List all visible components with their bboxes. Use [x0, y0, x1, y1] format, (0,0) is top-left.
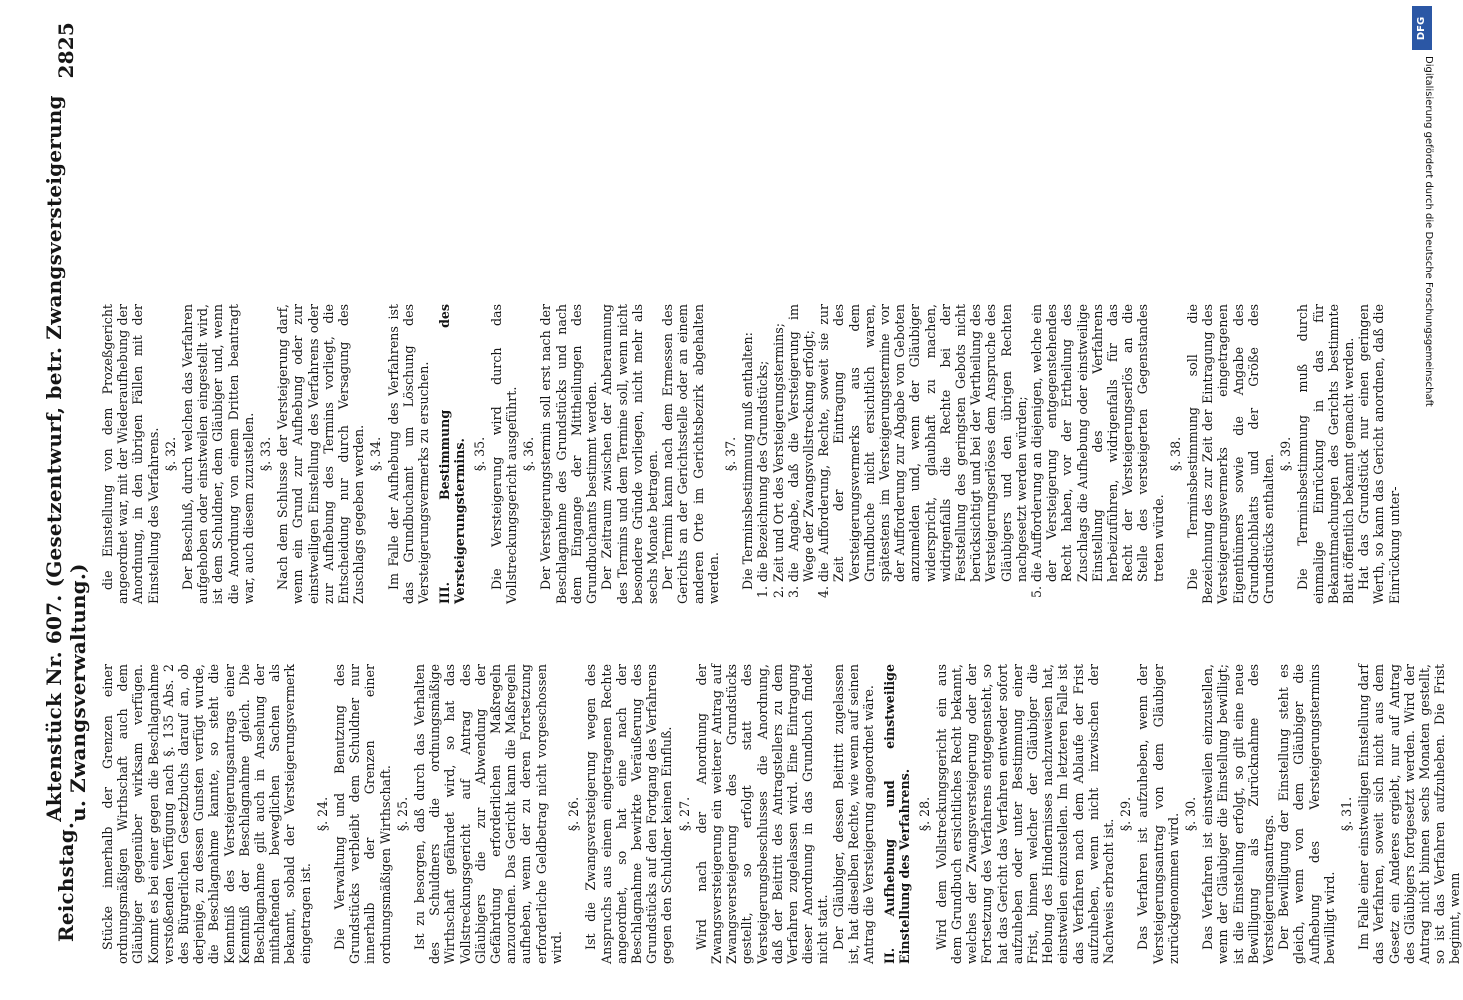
paragraph: Ist die Zwangsversteigerung wegen des Anspruchs aus einem eingetragenen Rechte angeordnet, so hat eine nach der Beschlagnahme bewirkte Veräußerung des Grundstücks auf den Fortgang des Verfahrens gegen den Schuldner keinen Einfluß.	[583, 664, 675, 964]
list-item: 2. Zeit und Ort des Versteigerungstermins;	[771, 304, 786, 582]
paragraph: Der Versteigerungstermin soll erst nach der Beschlagnahme des Grundstücks und nach dem Eingange der Mittheilungen des Grundbuchamts bestimmt werden.	[538, 304, 600, 604]
digitization-credit: Digitalisierung gefördert durch die Deutsche Forschungsgemeinschaft	[1423, 56, 1434, 407]
section-heading: §. 31.	[1339, 796, 1355, 832]
paragraph: Der Gläubiger, dessen Beitritt zugelassen ist, hat dieselben Rechte, wie wenn auf seinen Antrag die Versteigerung angeordnet wäre.	[830, 664, 876, 964]
text-column-left	[100, 664, 1463, 964]
header-title: Aktenstück Nr. 607. (Gesetzentwurf, betr. Zwangsversteigerung u. Zwangsverwaltung.)	[42, 95, 90, 822]
paragraph: Im Falle einer einstweiligen Einstellung darf das Verfahren, soweit sich nicht aus dem Gesetz ein Anderes ergiebt, nur auf Antrag des Gläubigers fortgesetzt werden. Wird der Antrag nicht binnen sechs Monaten gestellt, so ist das Verfahren aufzuheben. Die Frist beginnt, wenn	[1356, 664, 1463, 964]
section-heading: §. 35.	[471, 436, 487, 472]
paragraph: Hat das Grundstück nur einen geringen Werth, so kann das Gericht anordnen, daß die Einrückung unter-	[1356, 304, 1402, 604]
paragraph: Die Terminsbestimmung muß enthalten:	[740, 332, 756, 590]
section-heading: §. 28.	[916, 796, 932, 832]
section-heading: §. 38.	[1167, 436, 1183, 472]
section-heading: §. 25.	[394, 796, 410, 832]
section-heading: §. 32.	[162, 436, 178, 472]
page-header	[40, 22, 92, 942]
paragraph: Ist zu besorgen, daß durch das Verhalten des Schuldners die ordnungsmäßige Wirthschaft gefährdet wird, so hat das Vollstreckungsgericht auf Antrag des Gläubigers die zur Abwendung der Gefährdung erforderlichen Maßregeln anzuordnen. Das Gericht kann die Maßregeln aufheben, wenn der zu deren Fortsetzung erforderliche Geldbetrag nicht vorgeschossen wird.	[412, 664, 564, 964]
paragraph: Der Zeitraum zwischen der Anberaumung des Termins und dem Termine soll, wenn nicht besondere Gründe vorliegen, nicht mehr als sechs Monate betragen.	[599, 304, 660, 604]
list-item: 5. die Aufforderung an diejenigen, welche ein der Versteigerung entgegenstehendes Recht haben, vor der Ertheilung des Zuschlags die Aufhebung oder einstweilige Einstellung des Verfahrens herbeizuführen, widrigenfalls für das Recht der Versteigerungserlös an die Stelle des versteigerten Gegenstandes treten würde.	[1029, 304, 1166, 582]
chapter-heading: II. Aufhebung und einstweilige Einstellung des Verfahrens.	[882, 664, 913, 964]
section-heading: §. 29.	[1118, 796, 1134, 832]
chapter-heading: III. Bestimmung des Versteigerungstermins.	[437, 304, 468, 604]
section-heading: §. 30.	[1183, 796, 1199, 832]
section-heading: §. 26.	[566, 796, 582, 832]
section-heading: §. 36.	[521, 436, 537, 472]
paragraph: die Einstellung von dem Prozeßgericht angeordnet war, mit der Wiederaufhebung der Anordnung, in den übrigen Fällen mit der Einstellung des Verfahrens.	[100, 304, 161, 604]
list-item: 1. die Bezeichnung des Grundstücks;	[755, 304, 770, 582]
section-heading: §. 33.	[258, 436, 274, 472]
paragraph: Die Verwaltung und Benutzung des Grundstücks verbleibt dem Schuldner nur innerhalb der Grenzen einer ordnungsmäßigen Wirthschaft.	[332, 664, 393, 964]
paragraph: Der Termin kann nach dem Ermessen des Gerichts an der Gerichtsstelle oder an einem anderen Orte im Gerichtsbezirk abgehalten werden.	[660, 304, 721, 604]
dfg-logo: DFG	[1412, 6, 1432, 50]
section-heading: §. 27.	[676, 796, 692, 832]
list-item: 4. die Aufforderung, Rechte, soweit sie zur Zeit der Eintragung des Versteigerungsvermerks aus dem Grundbuche nicht ersichtlich waren, spätestens im Versteigerungstermine vor der Aufforderung zur Abgabe von Geboten anzumelden und, wenn der Gläubiger widerspricht, glaubhaft zu machen, widrigenfalls die Rechte bei der Feststellung des geringsten Gebots nicht berücksichtigt und bei der Vertheilung des Versteigerungserlöses dem Anspruche des Gläubigers und den übrigen Rechten nachgesetzt werden würden;	[816, 304, 1029, 582]
header-left: Reichstag.	[54, 821, 78, 942]
paragraph: Wird dem Vollstreckungsgericht ein aus dem Grundbuch ersichtliches Recht bekannt, welches der Zwangsversteigerung oder der Fortsetzung des Verfahrens entgegensteht, so hat das Gericht das Verfahren entweder sofort aufzuheben oder unter Bestimmung einer Frist, binnen welcher der Gläubiger die Hebung des Hindernisses nachzuweisen hat, einstweilen einzustellen. Im letzteren Falle ist das Verfahren nach dem Ablaufe der Frist aufzuheben, wenn nicht inzwischen der Nachweis erbracht ist.	[933, 664, 1116, 964]
paragraph: Im Falle der Aufhebung des Verfahrens ist das Grundbuchamt um Löschung des Versteigerungsvermerks zu ersuchen.	[385, 304, 432, 604]
paragraph: Das Verfahren ist einstweilen einzustellen, wenn der Gläubiger die Einstellung bewilligt; ist die Einstellung erfolgt, so gilt eine neue Bewilligung als Zurücknahme des Versteigerungsantrags.	[1200, 664, 1277, 964]
paragraph: Nach dem Schlusse der Versteigerung darf, wenn ein Grund zur Aufhebung oder zur einstweiligen Einstellung des Verfahrens oder zur Aufhebung des Termins vorliegt, die Entscheidung nur durch Versagung des Zuschlags gegeben werden.	[275, 304, 367, 604]
paragraph: Wird nach der Anordnung der Zwangsversteigerung ein weiterer Antrag auf Zwangsversteigerung des Grundstücks gestellt, so erfolgt statt des Versteigerungsbeschlusses die Anordnung, daß der Beitritt des Antragstellers zu dem Verfahren zugelassen wird. Eine Eintragung dieser Anordnung in das Grundbuch findet nicht statt.	[693, 664, 831, 964]
section-heading: §. 39.	[1278, 436, 1294, 472]
text-column-right	[100, 304, 1402, 604]
paragraph: Stücke innerhalb der Grenzen einer ordnungsmäßigen Wirthschaft auch dem Gläubiger gegenüber wirksam verfügen. Kommt es bei einer gegen die Beschlagnahme verstoßenden Verfügung nach §. 135 Abs. 2 des Bürgerlichen Gesetzbuchs darauf an, ob derjenige, zu dessen Gunsten verfügt wurde, die Beschlagnahme kannte, so steht die Kenntniß des Versteigerungsantrags einer Kenntniß der Beschlagnahme gleich. Die Beschlagnahme gilt auch in Ansehung der mithaftenden beweglichen Sachen als bekannt, sobald der Versteigerungsvermerk eingetragen ist.	[100, 664, 313, 964]
paragraph: Die Terminsbestimmung soll die Bezeichnung des zur Zeit der Eintragung des Versteigerungsvermerks eingetragenen Eigenthümers sowie die Angabe des Grundbuchblatts und der Größe des Grundstücks enthalten.	[1185, 304, 1277, 604]
page-number: 2825	[54, 22, 78, 79]
paragraph: Die Versteigerung wird durch das Vollstreckungsgericht ausgeführt.	[488, 304, 520, 604]
paragraph: Der Bewilligung der Einstellung steht es gleich, wenn von dem Gläubiger die Aufhebung des Versteigerungstermins bewilligt wird.	[1276, 664, 1337, 964]
paragraph: Das Verfahren ist aufzuheben, wenn der Versteigerungsantrag von dem Gläubiger zurückgenommen wird.	[1135, 664, 1181, 964]
section-heading: §. 34.	[368, 436, 384, 472]
section-heading: §. 37.	[722, 436, 738, 472]
paragraph: Die Terminsbestimmung muß durch einmalige Einrückung in das für Bekanntmachungen des Gerichts bestimmte Blatt öffentlich bekannt gemacht werden.	[1295, 304, 1357, 604]
numbered-list	[755, 304, 1165, 604]
list-item: 3. die Angabe, daß die Versteigerung im Wege der Zwangsvollstreckung erfolgt;	[786, 304, 816, 582]
section-heading: §. 24.	[314, 796, 330, 832]
paragraph: Der Beschluß, durch welchen das Verfahren aufgehoben oder einstweilen eingestellt wird, ist dem Schuldner, dem Gläubiger und, wenn die Anordnung von einem Dritten beantragt war, auch diesem zuzustellen.	[180, 304, 256, 604]
